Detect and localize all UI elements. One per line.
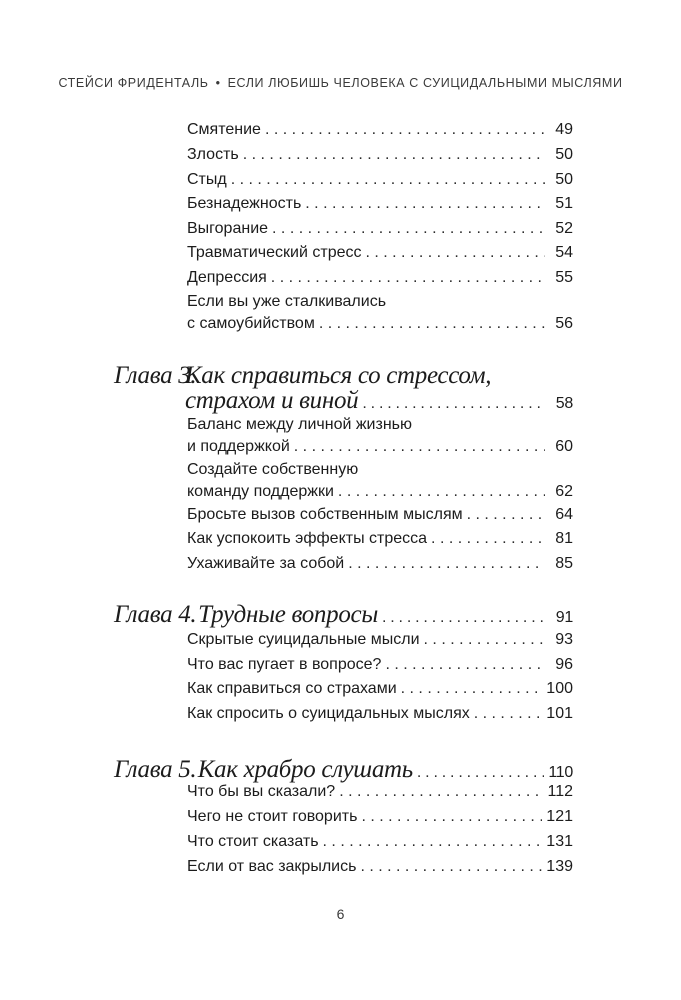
toc-entry-page: 101 <box>546 705 573 722</box>
dot-leader <box>385 654 545 676</box>
running-head-author: СТЕЙСИ ФРИДЕНТАЛЬ <box>58 76 209 90</box>
toc-entry-page: 121 <box>546 808 573 825</box>
toc-entry[interactable] <box>187 629 573 651</box>
toc-entry[interactable] <box>187 119 573 141</box>
chapter-title: Как справиться со стрессом, <box>185 362 492 389</box>
running-head-book-title: ЕСЛИ ЛЮБИШЬ ЧЕЛОВЕКА С СУИЦИДАЛЬНЫМИ МЫСЛЯМИ <box>227 76 623 90</box>
dot-leader <box>243 144 545 166</box>
toc-entry[interactable] <box>187 553 573 575</box>
toc-entry-page: 62 <box>555 483 573 500</box>
dot-leader <box>467 504 545 526</box>
toc-entry-page: 64 <box>555 506 573 523</box>
toc-entry[interactable] <box>187 193 573 215</box>
dot-leader <box>339 781 543 803</box>
running-head <box>0 76 681 90</box>
chapter-heading[interactable] <box>114 600 573 630</box>
dot-leader <box>338 481 545 503</box>
toc-entry-title: Стыд <box>187 171 227 188</box>
toc-entry-title: Как успокоить эффекты стресса <box>187 530 428 547</box>
toc-entry[interactable] <box>187 504 573 526</box>
dot-leader <box>424 629 545 651</box>
dot-leader <box>431 528 545 550</box>
toc-entry[interactable] <box>187 144 573 166</box>
toc-entry-page: 50 <box>555 171 573 188</box>
dot-leader <box>474 703 543 725</box>
toc-entry[interactable] <box>187 218 573 240</box>
toc-entry[interactable] <box>187 528 573 550</box>
toc-entry-page: 60 <box>555 438 573 455</box>
toc-entry-page: 131 <box>546 833 573 850</box>
toc-entry[interactable] <box>187 806 573 828</box>
dot-leader <box>323 831 543 853</box>
dot-leader <box>231 169 545 191</box>
toc-entry-title-cont: команду поддержки <box>187 483 334 500</box>
toc-entry-title: Как справиться со страхами <box>187 680 397 697</box>
toc-entry-title: Бросьте вызов собственным мыслям <box>187 506 463 523</box>
toc-entry[interactable] <box>187 678 573 700</box>
chapter-page: 110 <box>548 764 573 781</box>
toc-entry-title: Депрессия <box>187 269 267 286</box>
toc-entry-title: Что вас пугает в вопросе? <box>187 656 382 673</box>
toc-entry-page: 54 <box>555 244 573 261</box>
dot-leader <box>265 119 545 141</box>
toc-entry-page: 81 <box>555 530 573 547</box>
chapter-page: 91 <box>555 609 573 626</box>
toc-entry-page: 56 <box>555 315 573 332</box>
toc-entry-page: 51 <box>555 195 573 212</box>
toc-entry[interactable] <box>187 414 573 458</box>
chapter-title-cont: страхом и виной <box>185 387 359 414</box>
dot-leader <box>305 193 545 215</box>
toc-entry-page: 93 <box>555 631 573 648</box>
toc-entry-title: Безнадежность <box>187 195 302 212</box>
toc-entry[interactable] <box>187 291 573 335</box>
toc-entry-title: Травматический стресс <box>187 244 362 261</box>
toc-entry-title: Злость <box>187 146 239 163</box>
dot-leader <box>348 553 545 575</box>
toc-entry-title: Если от вас закрылись <box>187 858 357 875</box>
toc-entry-title: Ухаживайте за собой <box>187 555 345 572</box>
toc-entry-title: Скрытые суицидальные мысли <box>187 631 420 648</box>
toc-entry-page: 112 <box>547 783 573 800</box>
toc-entry-title: Как спросить о суицидальных мыслях <box>187 705 470 722</box>
toc-entry-title: Если вы уже сталкивались <box>187 293 387 310</box>
dot-leader <box>360 856 542 878</box>
chapter-label: Глава 3. <box>114 362 197 389</box>
toc-entry-title: Чего не стоит говорить <box>187 808 358 825</box>
toc-entry[interactable] <box>187 703 573 725</box>
toc-entry-page: 139 <box>546 858 573 875</box>
toc-entry-page: 96 <box>555 656 573 673</box>
toc-entry[interactable] <box>187 459 573 503</box>
toc-entry-page: 100 <box>546 680 573 697</box>
toc-entry-page: 52 <box>555 220 573 237</box>
toc-entry-page: 55 <box>555 269 573 286</box>
page-number: 6 <box>336 906 345 922</box>
dot-leader <box>382 603 545 632</box>
chapter-page: 58 <box>555 395 573 412</box>
toc-entry[interactable] <box>187 267 573 289</box>
dot-leader <box>294 436 545 458</box>
dot-leader <box>365 242 545 264</box>
toc-entry[interactable] <box>187 169 573 191</box>
toc-entry-page: 50 <box>555 146 573 163</box>
dot-leader <box>272 218 545 240</box>
toc-entry[interactable] <box>187 242 573 264</box>
chapter-title: Как храбро слушать <box>197 756 413 783</box>
dot-leader <box>271 267 545 289</box>
toc-entry-title: Смятение <box>187 121 261 138</box>
toc-entry-title: Что стоит сказать <box>187 833 319 850</box>
chapter-title: Трудные вопросы <box>198 601 378 628</box>
toc-entry-title: Выгорание <box>187 220 269 237</box>
running-head-separator: • <box>215 76 221 90</box>
toc-entry-page: 85 <box>555 555 573 572</box>
toc-entry-page: 49 <box>555 121 573 138</box>
toc-entry-title: Создайте собственную <box>187 461 359 478</box>
dot-leader <box>319 313 545 335</box>
chapter-heading[interactable] <box>114 361 573 417</box>
chapter-label: Глава 5. <box>114 756 197 783</box>
toc-entry-title: Что бы вы сказали? <box>187 783 336 800</box>
chapter-label: Глава 4. <box>114 601 197 628</box>
toc-entry[interactable] <box>187 856 573 878</box>
toc-entry-title-cont: и поддержкой <box>187 438 290 455</box>
dot-leader <box>401 678 543 700</box>
toc-entry-title-cont: с самоубийством <box>187 315 315 332</box>
dot-leader <box>361 806 542 828</box>
toc-entry[interactable] <box>187 781 573 803</box>
toc-entry[interactable] <box>187 831 573 853</box>
toc-entry[interactable] <box>187 654 573 676</box>
toc-entry-title: Баланс между личной жизнью <box>187 416 412 433</box>
